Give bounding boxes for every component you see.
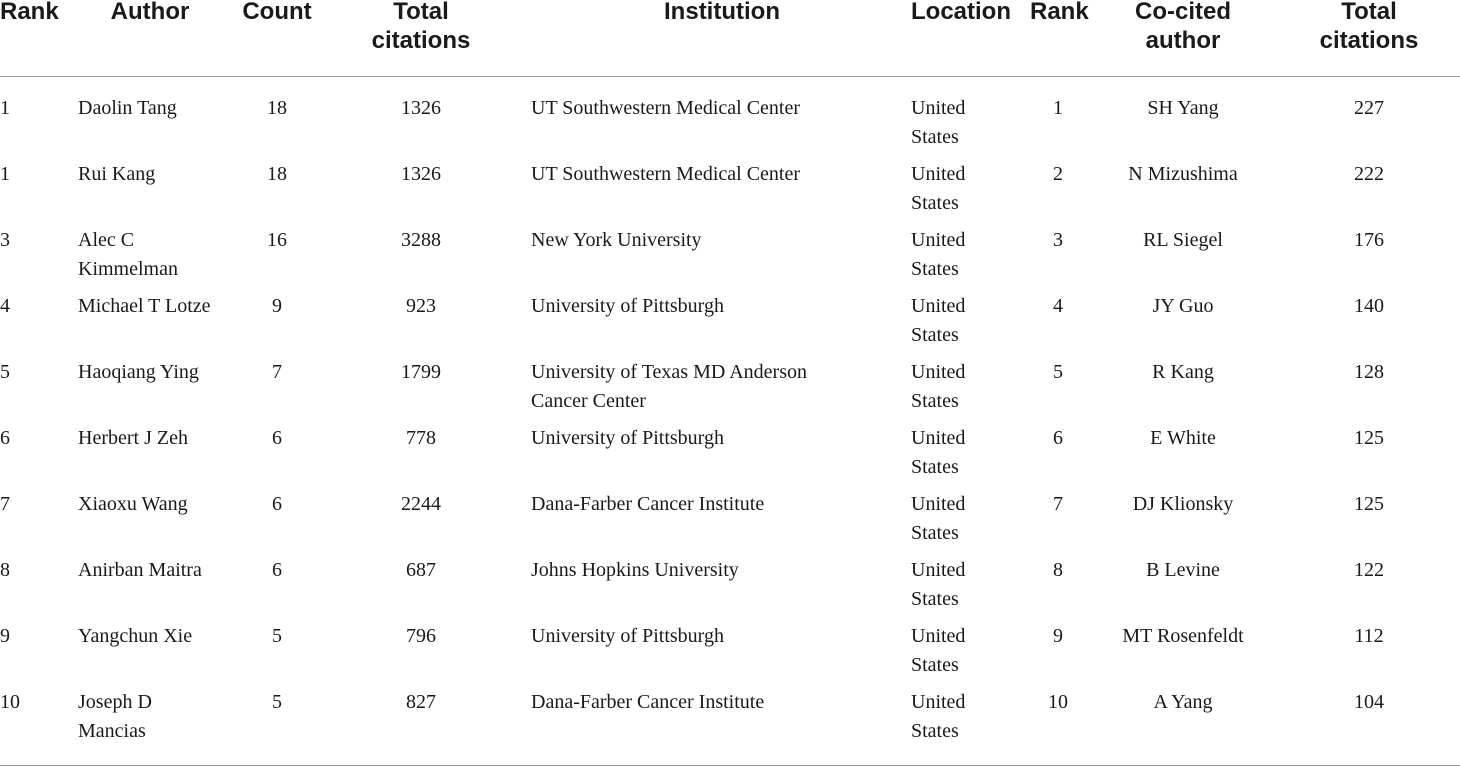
- header-cocited-line2: author: [1145, 27, 1221, 54]
- cocited-total-cell: 125: [1354, 427, 1384, 449]
- table-row: [0, 622, 1460, 688]
- location-cell-line2: States: [911, 324, 959, 346]
- table-row: [0, 556, 1460, 622]
- rank-cell: 10: [0, 691, 20, 713]
- rank-cell: 8: [0, 559, 10, 581]
- author-cell: Herbert J Zeh: [78, 427, 188, 449]
- count-cell: 18: [267, 163, 287, 185]
- location-cell-line2: States: [911, 390, 959, 412]
- table-row: [0, 688, 1460, 754]
- author-cell: Xiaoxu Wang: [78, 493, 188, 515]
- author-cell: Michael T Lotze: [78, 295, 211, 317]
- header-total-citations-line1: Total: [393, 0, 449, 25]
- location-cell-line2: States: [911, 720, 959, 742]
- count-cell: 16: [267, 229, 287, 251]
- author-cell: Haoqiang Ying: [78, 361, 199, 383]
- location-cell-line2: States: [911, 258, 959, 280]
- cocited-rank-cell: 2: [1053, 163, 1063, 185]
- table-row: [0, 358, 1460, 424]
- count-cell: 6: [272, 493, 282, 515]
- cocited-author-cell: E White: [1150, 427, 1216, 449]
- cocited-rank-cell: 3: [1053, 229, 1063, 251]
- author-cell: Yangchun Xie: [78, 625, 193, 647]
- cocited-author-cell: DJ Klionsky: [1132, 493, 1234, 515]
- institution-cell: UT Southwestern Medical Center: [531, 97, 801, 119]
- cocited-rank-cell: 10: [1048, 691, 1068, 713]
- institution-cell: University of Pittsburgh: [531, 295, 724, 317]
- author-cell: Rui Kang: [78, 163, 156, 185]
- count-cell: 9: [272, 295, 282, 317]
- total-citations-cell: 1326: [401, 163, 441, 185]
- header-total-citations-line2: citations: [371, 27, 471, 54]
- cocited-author-cell: A Yang: [1153, 691, 1213, 713]
- institution-cell: New York University: [531, 229, 702, 251]
- cocited-rank-cell: 5: [1053, 361, 1063, 383]
- cocited-author-cell: N Mizushima: [1128, 163, 1238, 185]
- total-citations-cell: 778: [406, 427, 436, 449]
- cocited-author-cell: B Levine: [1146, 559, 1220, 581]
- institution-cell-line2: Cancer Center: [531, 390, 646, 412]
- cocited-author-cell: R Kang: [1152, 361, 1214, 383]
- location-cell-line1: United: [911, 691, 966, 713]
- cocited-rank-cell: 6: [1053, 427, 1063, 449]
- cocited-rank-cell: 8: [1053, 559, 1063, 581]
- author-cell: Daolin Tang: [78, 97, 177, 119]
- header-count: Count: [242, 0, 312, 25]
- cocited-author-cell: SH Yang: [1147, 97, 1219, 119]
- cocited-total-cell: 222: [1354, 163, 1384, 185]
- cocited-rank-cell: 4: [1053, 295, 1063, 317]
- institution-cell: Dana-Farber Cancer Institute: [531, 493, 765, 515]
- cocited-total-cell: 128: [1354, 361, 1384, 383]
- cocited-total-cell: 140: [1354, 295, 1384, 317]
- table-row: [0, 424, 1460, 490]
- header-divider: [0, 76, 1460, 77]
- rank-cell: 4: [0, 295, 10, 317]
- location-cell-line2: States: [911, 654, 959, 676]
- institution-cell: University of Pittsburgh: [531, 625, 724, 647]
- total-citations-cell: 923: [406, 295, 436, 317]
- location-cell-line1: United: [911, 625, 966, 647]
- total-citations-cell: 827: [406, 691, 436, 713]
- location-cell-line1: United: [911, 559, 966, 581]
- location-cell-line1: United: [911, 427, 966, 449]
- table-bottom-rule: [0, 765, 1460, 766]
- author-cell-line2: Kimmelman: [78, 258, 178, 280]
- rank-cell: 6: [0, 427, 10, 449]
- location-cell-line2: States: [911, 588, 959, 610]
- table-row: [0, 226, 1460, 292]
- total-citations-cell: 3288: [401, 229, 441, 251]
- cocited-rank-cell: 1: [1053, 97, 1063, 119]
- cocited-total-cell: 104: [1354, 691, 1384, 713]
- location-cell-line1: United: [911, 361, 966, 383]
- location-cell-line2: States: [911, 522, 959, 544]
- table-row: [0, 160, 1460, 226]
- total-citations-cell: 687: [406, 559, 436, 581]
- location-cell-line2: States: [911, 192, 959, 214]
- total-citations-cell: 2244: [401, 493, 441, 515]
- header-institution: Institution: [664, 0, 780, 25]
- count-cell: 5: [272, 691, 282, 713]
- author-cell-line1: Joseph D: [78, 691, 152, 713]
- cocited-rank-cell: 7: [1053, 493, 1063, 515]
- count-cell: 5: [272, 625, 282, 647]
- location-cell-line2: States: [911, 126, 959, 148]
- rank-cell: 9: [0, 625, 10, 647]
- header-cocited-line1: Co-cited: [1135, 0, 1231, 25]
- institution-cell: Johns Hopkins University: [531, 559, 739, 581]
- count-cell: 6: [272, 427, 282, 449]
- count-cell: 6: [272, 559, 282, 581]
- header-rank: Rank: [0, 0, 59, 25]
- location-cell-line2: States: [911, 456, 959, 478]
- cocited-total-cell: 227: [1354, 97, 1384, 119]
- institution-cell-line1: University of Texas MD Anderson: [531, 361, 807, 383]
- rank-cell: 5: [0, 361, 10, 383]
- location-cell-line1: United: [911, 295, 966, 317]
- author-cell-line1: Alec C: [78, 229, 135, 251]
- rank-cell: 3: [0, 229, 10, 251]
- rank-cell: 1: [0, 97, 10, 119]
- header-author: Author: [110, 0, 190, 25]
- rank-cell: 7: [0, 493, 10, 515]
- location-cell-line1: United: [911, 163, 966, 185]
- cocited-author-cell: MT Rosenfeldt: [1122, 625, 1244, 647]
- cocited-rank-cell: 9: [1053, 625, 1063, 647]
- total-citations-cell: 1799: [401, 361, 441, 383]
- table-row: [0, 490, 1460, 556]
- cocited-total-cell: 122: [1354, 559, 1384, 581]
- location-cell-line1: United: [911, 97, 966, 119]
- header-total2-line2: citations: [1319, 27, 1419, 54]
- rank-cell: 1: [0, 163, 10, 185]
- cocited-author-cell: RL Siegel: [1143, 229, 1223, 251]
- author-cell-line2: Mancias: [78, 720, 146, 742]
- location-cell-line1: United: [911, 229, 966, 251]
- total-citations-cell: 796: [406, 625, 436, 647]
- count-cell: 18: [267, 97, 287, 119]
- header-rank-cocited: Rank: [1030, 0, 1089, 25]
- header-total2-line1: Total: [1341, 0, 1397, 25]
- location-cell-line1: United: [911, 493, 966, 515]
- author-cell: Anirban Maitra: [78, 559, 202, 581]
- cocited-total-cell: 112: [1354, 625, 1384, 647]
- institution-cell: UT Southwestern Medical Center: [531, 163, 801, 185]
- table-row: [0, 292, 1460, 358]
- cocited-author-cell: JY Guo: [1152, 295, 1214, 317]
- header-location: Location: [911, 0, 1011, 25]
- total-citations-cell: 1326: [401, 97, 441, 119]
- table-row: [0, 94, 1460, 160]
- count-cell: 7: [272, 361, 282, 383]
- cocited-total-cell: 176: [1354, 229, 1384, 251]
- cocited-total-cell: 125: [1354, 493, 1384, 515]
- institution-cell: University of Pittsburgh: [531, 427, 724, 449]
- institution-cell: Dana-Farber Cancer Institute: [531, 691, 765, 713]
